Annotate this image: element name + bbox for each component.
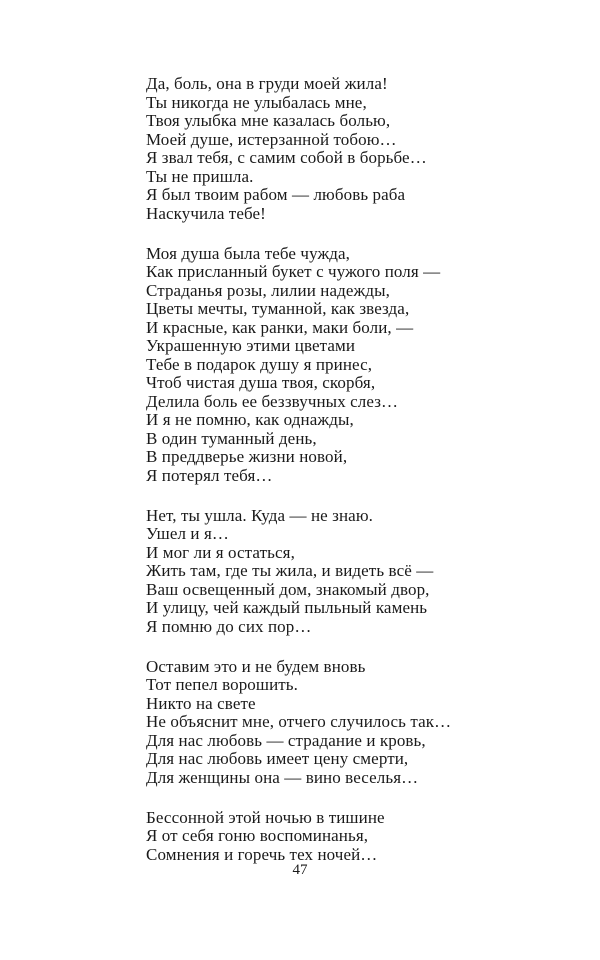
poem-line: Да, боль, она в груди моей жила! [146,74,388,93]
stanza-3 [146,507,566,637]
poem-line: Жить там, где ты жила, и видеть всё — [146,561,434,580]
poem-line: Как присланный букет с чужого поля — [146,262,441,281]
poem-line: Я потерял тебя… [146,465,273,485]
stanza-4 [146,658,566,788]
poem-line: Я был твоим рабом — любовь раба [146,185,406,204]
poem-line: Для женщины она — вино веселья… [146,767,419,787]
poem-line: Чтоб чистая душа твоя, скорбя, [146,373,376,392]
poem-line: Я от себя гоню воспоминанья, [146,826,369,845]
poem-line: Твоя улыбка мне казалась болью, [146,111,391,130]
poem-line: Цветы мечты, туманной, как звезда, [146,299,410,318]
poem-line: Тебе в подарок душу я принес, [146,354,373,374]
poem-line: Бессонной этой ночью в тишине [146,807,385,827]
poem-line: В преддверье жизни новой, [146,447,348,466]
poem-line: Украшенную этими цветами [146,336,356,355]
poem-line: Я помню до сих пор… [146,616,312,636]
poem-line: Я звал тебя, с самим собой в борьбе… [146,148,427,167]
poem-line: Сомнения и горечь тех ночей… [146,844,378,864]
poem-line: Для нас любовь имеет цену смерти, [146,749,409,768]
poem-line: И я не помню, как однажды, [146,410,354,429]
poem-line: И красные, как ранки, маки боли, — [146,317,414,337]
poem-line: Для нас любовь — страдание и кровь, [146,730,426,750]
poem-line: Моя душа была тебе чужда, [146,243,351,263]
poem-text [146,75,566,886]
poem-line: Никто на свете [146,693,256,713]
poem-line: Тот пепел ворошить. [146,675,299,694]
poem-line: И улицу, чей каждый пыльный камень [146,598,428,617]
poem-line: Наскучила тебе! [146,203,266,223]
poem-line: Ты никогда не улыбалась мне, [146,92,367,112]
poem-line: Ваш освещенный дом, знакомый двор, [146,579,430,599]
poem-line: Страданья розы, лилии надежды, [146,280,390,300]
poem-line: Моей душе, истерзанной тобою… [146,129,397,149]
page-number: 47 [292,862,308,878]
poem-line: Не объяснит мне, отчего случилось так… [146,712,452,731]
poem-line: В один туманный день, [146,428,317,448]
poem-line: Делила боль ее беззвучных слез… [146,391,399,411]
stanza-2 [146,245,566,486]
stanza-1 [146,75,566,223]
poem-line: Нет, ты ушла. Куда — не знаю. [146,505,373,525]
poem-line: И мог ли я остаться, [146,542,295,562]
poem-line: Ушел и я… [146,524,229,543]
stanza-5 [146,809,566,865]
poem-line: Оставим это и не будем вновь [146,656,366,676]
poem-line: Ты не пришла. [146,166,254,186]
